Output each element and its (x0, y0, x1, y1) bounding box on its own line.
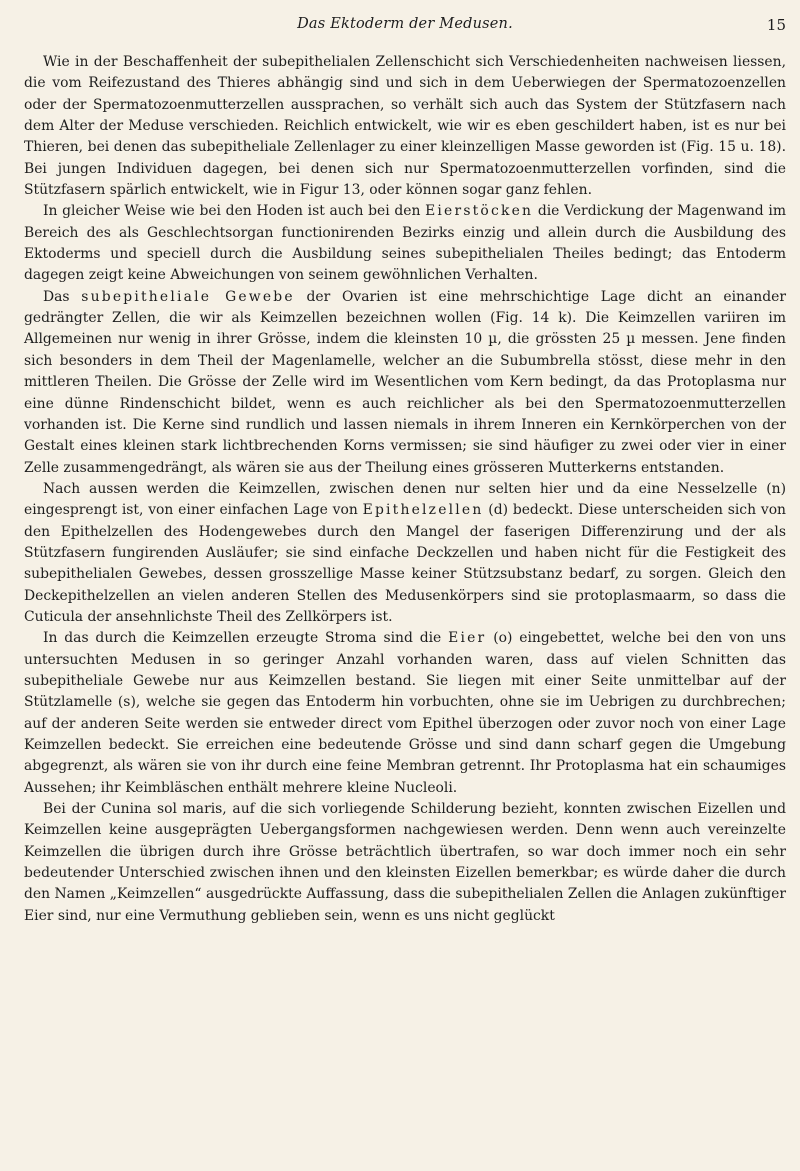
text-run: Nach aussen werden die Keimzellen, zwischen denen nur selten hier und da eine Nesselzelle (n) eingesprengt ist, von einer einfachen Lage von (24, 480, 786, 519)
paragraph (24, 479, 786, 628)
text-run: die Verdickung der Magenwand im Bereich des als Geschlechtsorgan functionirenden Bezirks einzig und allein durch die Ausbildung des Ektoderms und speciell durch die Ausbildung seines subepithelialen Theiles bedingt; das Entoderm dagegen zeigt keine Abweichungen von seinem gewöhnlichen Verhalten. (24, 203, 786, 284)
page-header (24, 16, 786, 38)
paragraph (24, 201, 786, 286)
running-title: Das Ektoderm der Medusen. (297, 16, 513, 32)
paragraph (24, 52, 786, 201)
text-run: der Ovarien ist eine mehrschichtige Lage dicht an einander gedrängter Zellen, die wir als Keimzellen bezeichnen wollen (Fig. 14 k). Die Keimzellen variiren im Allgemeinen nur wenig in ihrer Grösse, indem die kleinsten 10 µ, die grössten 25 µ messen. Jene finden sich besonders in dem Theil der Magenlamelle, welcher an die Subumbrella stösst, diese mehr in den mittleren Theilen. Die Grösse der Zelle wird im Wesentlichen vom Kern bedingt, da das Protoplasma nur eine dünne Rindenschicht bildet, wenn es auch reichlicher als bei den Spermatozoenmutterzellen vorhanden ist. Die Kerne sind rundlich und lassen niemals in ihrem Inneren ein Kernkörperchen von der Gestalt eines kleinen stark lichtbrechenden Korns vermissen; sie sind häufiger zu zwei oder vier in einer Zelle zusammengedrängt, als wären sie aus der Theilung eines grösseren Mutterkerns entstanden. (24, 288, 786, 476)
spaced-term: Eier (448, 630, 487, 647)
text-run: In gleicher Weise wie bei den Hoden ist auch bei den (43, 203, 426, 220)
spaced-term: subepitheliale Gewebe (81, 288, 295, 305)
spaced-term: Epithelzellen (362, 502, 484, 519)
text-run: Das (43, 288, 82, 305)
text-run: Wie in der Beschaffenheit der subepithelialen Zellenschicht sich Verschiedenheiten nachweisen liessen, die vom Reifezustand des Thieres abhängig sind und sich in dem Ueberwiegen der Spermatozoenzellen oder der Spermatozoenmutterzellen aussprachen, so verhält sich auch das System der Stützfasern nach dem Alter der Meduse verschieden. Reichlich entwickelt, wie wir es eben geschildert haben, ist es nur bei Thieren, bei denen das subepitheliale Zellenlager zu einer kleinzelligen Masse geworden ist (Fig. 15 u. 18). Bei jungen Individuen dagegen, bei denen sich nur Spermatozoenmutterzellen vorfinden, sind die Stützfasern spärlich entwickelt, wie in Figur 13, oder können sogar ganz fehlen. (24, 54, 786, 199)
text-run: Bei der Cunina sol maris, auf die sich vorliegende Schilderung bezieht, konnten zwischen Eizellen und Keimzellen keine ausgeprägten Uebergangsformen nachgewiesen werden. Denn wenn auch vereinzelte Keimzellen die übrigen durch ihre Grösse beträchtlich übertrafen, so war doch immer noch ein sehr bedeutender Unterschied zwischen ihnen und den kleinsten Eizellen bemerkbar; es würde daher die durch den Namen „Keimzellen“ ausgedrückte Auffassung, dass die subepithelialen Zellen die Anlagen zukünftiger Eier sind, nur eine Vermuthung geblieben sein, wenn es uns nicht geglückt (24, 801, 786, 924)
paragraph (24, 799, 786, 927)
text-run: (o) eingebettet, welche bei den von uns untersuchten Medusen in so geringer Anzahl vorhanden waren, dass auf vielen Schnitten das subepitheliale Gewebe nur aus Keimzellen bestand. Sie liegen mit einer Seite unmittelbar auf der Stützlamelle (s), welche sie gegen das Entoderm hin vorbuchten, ohne sie im Uebrigen zu durchbrechen; auf der anderen Seite werden sie entweder direct vom Epithel überzogen oder zuvor noch von einer Lage Keimzellen bedeckt. Sie erreichen eine bedeutende Grösse und sind dann scharf gegen die Umgebung abgegrenzt, als wären sie von ihr durch eine feine Membran getrennt. Ihr Protoplasma hat ein schaumiges Aussehen; ihr Keimbläschen enthält mehrere kleine Nucleoli. (24, 630, 786, 796)
page-number: 15 (766, 16, 786, 34)
paragraph (24, 287, 786, 479)
paragraph (24, 628, 786, 799)
text-run: In das durch die Keimzellen erzeugte Stroma sind die (43, 630, 449, 647)
text-run: (d) bedeckt. Diese unterscheiden sich von den Epithelzellen des Hodengewebes durch den Mangel der faserigen Differenzirung und der als Stützfasern fungirenden Ausläufer; sie sind einfache Deckzellen und haben nicht für die Festigkeit des subepithelialen Gewebes, dessen grosszellige Masse keiner Stützsubstanz bedarf, zu sorgen. Gleich den Deckepithelzellen an vielen anderen Stellen des Medusenkörpers sind sie protoplasmaarm, so dass die Cuticula der ansehnlichste Theil des Zellkörpers ist. (24, 502, 787, 625)
spaced-term: Eierstöcken (425, 203, 534, 220)
body-text (24, 52, 786, 927)
